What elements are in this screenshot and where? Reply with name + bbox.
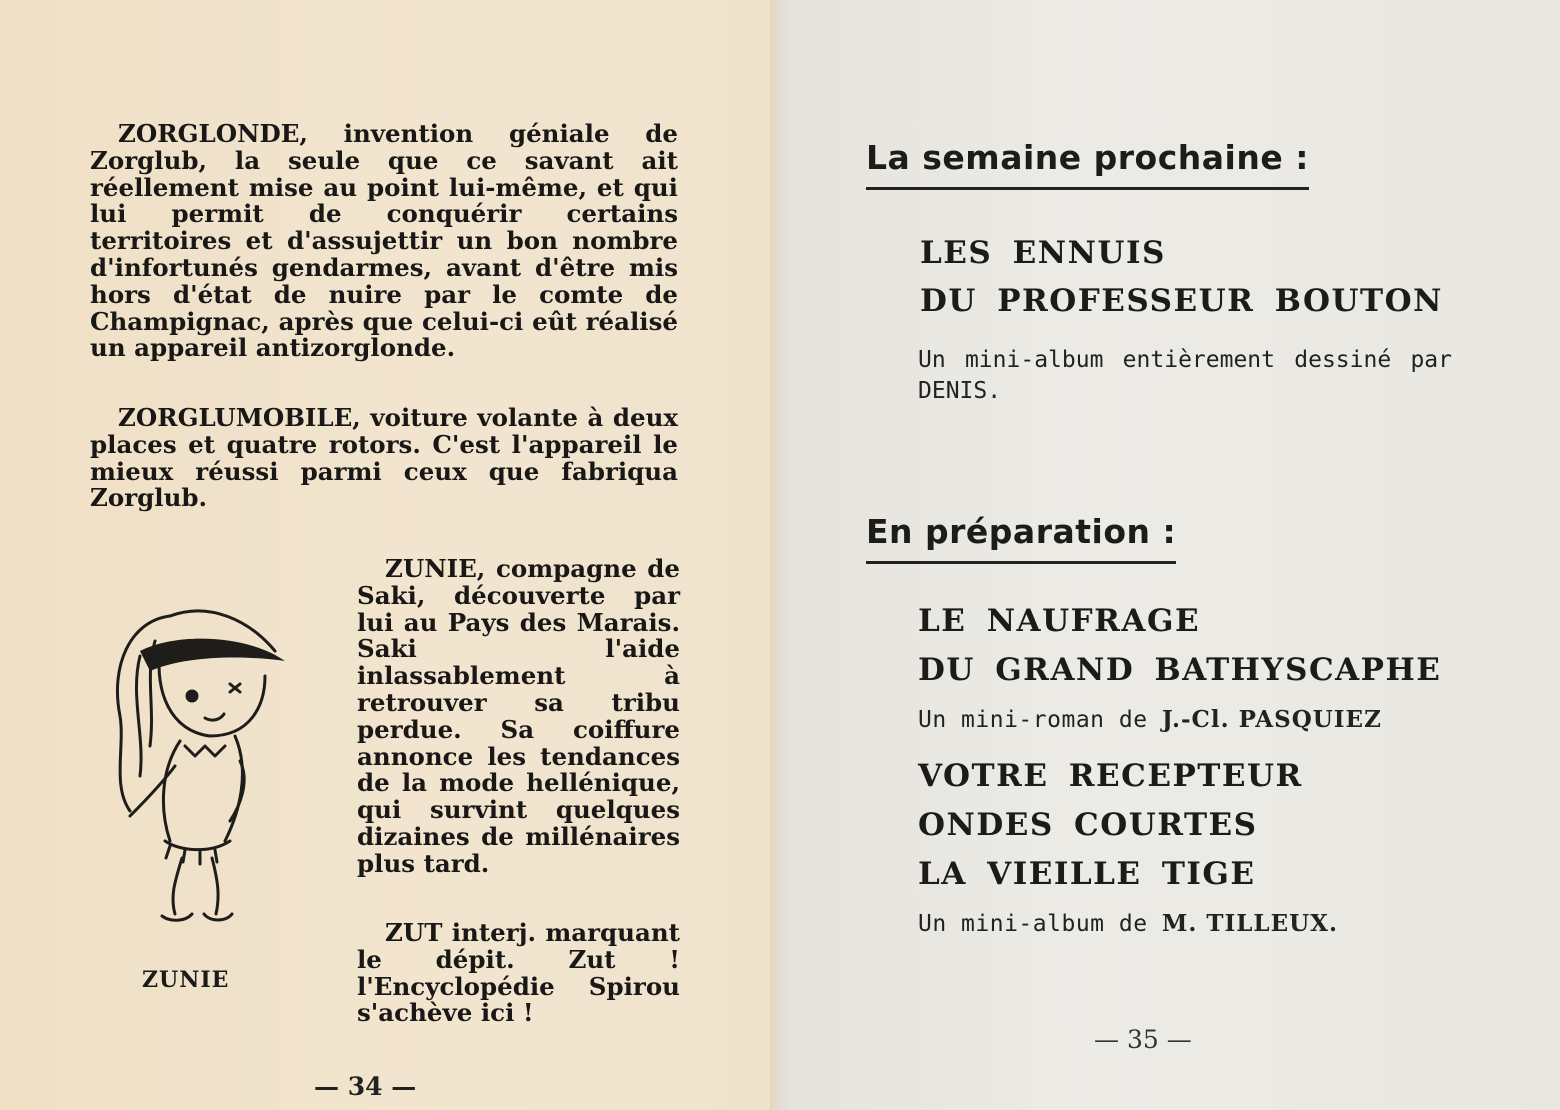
next-week-subtitle: Un mini-album entièrement dessiné par DENIS. (918, 347, 1452, 404)
entry-term: ZORGLONDE, (118, 119, 308, 148)
entry-text: compagne de Saki, découverte par lui au Pays des Marais. Saki l'aide inlassablement à retrouver sa tribu perdue. Sa coiffure annonce les tendances de la mode hellénique, qui survint quelques dizaines de millénaires plus tard. (357, 554, 680, 878)
entry-term: ZUNIE, (385, 554, 486, 583)
prep-item3-line1: LA VIEILLE TIGE (918, 856, 1256, 892)
prep-item3-author: M. TILLEUX. (1161, 910, 1339, 937)
entry-text: interj. marquant le dépit. Zut ! l'Encyclopédie Spirou s'achève ici ! (357, 918, 680, 1028)
prep-item1-author: J.-Cl. PASQUIEZ (1161, 706, 1382, 733)
prep-item1-line1: LE NAUFRAGE (918, 603, 1201, 639)
next-week-title-line2: DU PROFESSEUR BOUTON (920, 283, 1443, 319)
illustration-caption: ZUNIE (142, 967, 230, 993)
zunie-illustration (100, 596, 300, 936)
heading-in-preparation: En préparation : (866, 512, 1176, 564)
page-number-right: — 35 — (1094, 1025, 1192, 1054)
prep-item2-line1: VOTRE RECEPTEUR (918, 758, 1303, 794)
page-gutter (770, 0, 790, 1110)
prep-item3-subtitle (918, 910, 1338, 937)
prep-item1-line2: DU GRAND BATHYSCAPHE (918, 652, 1442, 688)
prep-item1-subtitle (918, 706, 1382, 733)
left-page (0, 0, 778, 1110)
next-week-title-line1: LES ENNUIS (920, 235, 1166, 271)
entry-zorglonde (90, 121, 678, 362)
entry-zunie (357, 556, 680, 878)
entry-zut (357, 920, 680, 1027)
entry-term: ZUT (385, 918, 443, 947)
page-number-left: — 34 — (314, 1072, 417, 1101)
entry-term: ZORGLUMOBILE, (118, 403, 361, 432)
prep-item1-sub-prefix: Un mini-roman de (918, 707, 1162, 733)
entry-text: voiture volante à deux places et quatre rotors. C'est l'appareil le mieux réussi parmi ceux que fabriqua Zorglub. (90, 403, 678, 513)
heading-next-week: La semaine prochaine : (866, 138, 1309, 190)
entry-zorglumobile (90, 405, 678, 512)
prep-item3-sub-prefix: Un mini-album de (918, 911, 1162, 937)
entry-text: invention géniale de Zorglub, la seule que ce savant ait réellement mise au point lui-même, et qui lui permit de conquérir certains territoires et d'assujettir un bon nombre d'infortunés gendarmes, avant d'être mis hors d'état de nuire par le comte de Champignac, après que celui-ci eût réalisé un appareil antizorglonde. (90, 119, 678, 363)
prep-item2-line2: ONDES COURTES (918, 807, 1258, 843)
